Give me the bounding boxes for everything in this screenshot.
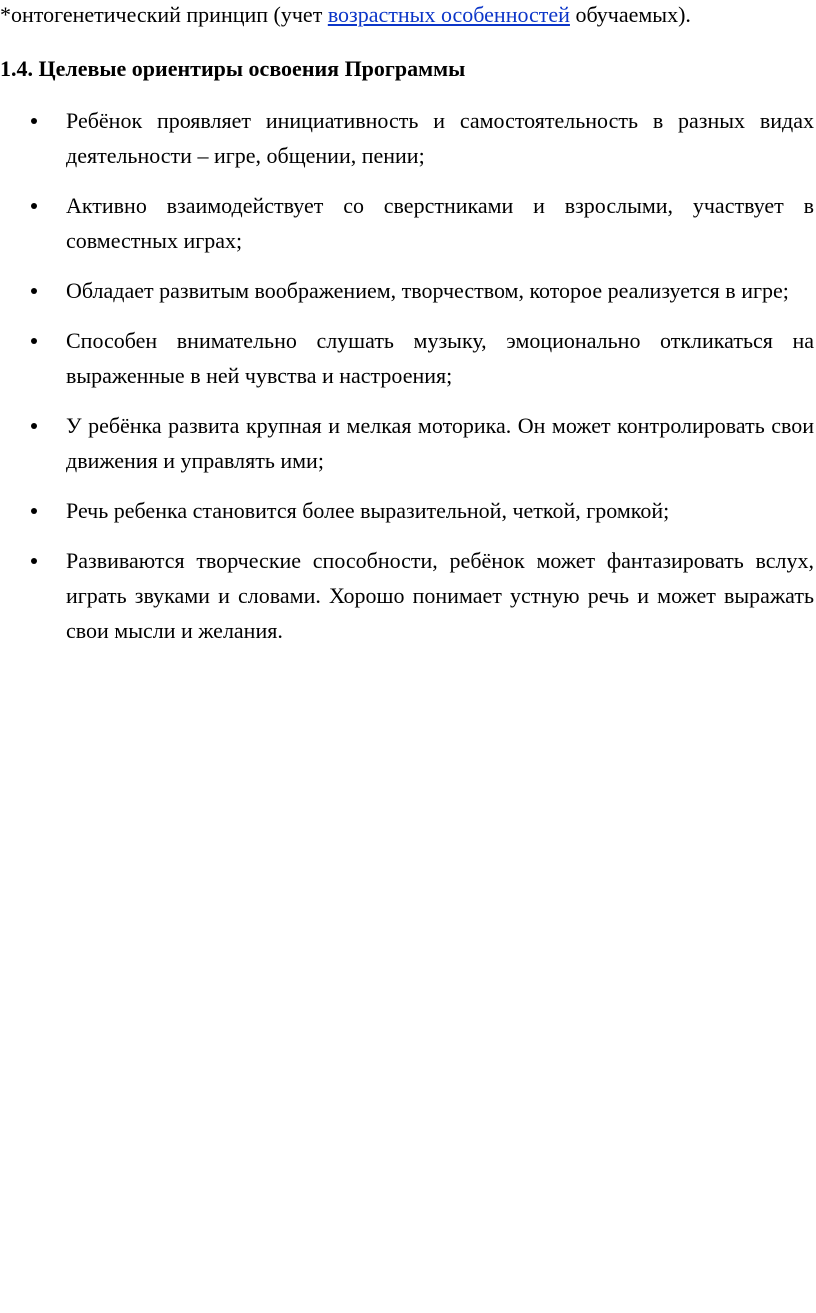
list-item: [0, 273, 816, 308]
list-item: [0, 408, 816, 478]
list-item: [0, 188, 816, 258]
list-item-text: Способен внимательно слушать музыку, эмоционально откликаться на выраженные в ней чувства и настроения;: [66, 328, 814, 388]
list-item-text: Активно взаимодействует со сверстниками и взрослыми, участвует в совместных играх;: [66, 193, 814, 253]
bullet-icon: [31, 423, 37, 429]
section-heading: 1.4. Целевые ориентиры освоения Программы: [0, 56, 466, 81]
goals-list: [0, 103, 816, 663]
bullet-icon: [31, 338, 37, 344]
list-item: [0, 323, 816, 393]
bullet-icon: [31, 508, 37, 514]
list-item-text: Ребёнок проявляет инициативность и самостоятельность в разных видах деятельности – игре, общении, пении;: [66, 108, 814, 168]
list-item: [0, 103, 816, 173]
bullet-icon: [31, 288, 37, 294]
intro-suffix: обучаемых).: [569, 2, 691, 27]
list-item: [0, 543, 816, 648]
list-item-text: Развиваются творческие способности, ребёнок может фантазировать вслух, играть звуками и словами. Хорошо понимает устную речь и может выражать свои мысли и желания.: [66, 548, 814, 643]
intro-paragraph: [0, 0, 816, 30]
bullet-icon: [31, 203, 37, 209]
bullet-icon: [31, 118, 37, 124]
list-item-text: У ребёнка развита крупная и мелкая моторика. Он может контролировать свои движения и управлять ими;: [66, 413, 814, 473]
list-item-text: Обладает развитым воображением, творчеством, которое реализуется в игре;: [66, 278, 789, 303]
list-item-text: Речь ребенка становится более выразительной, четкой, громкой;: [66, 498, 670, 523]
bullet-icon: [31, 558, 37, 564]
age-features-link[interactable]: возрастных особенностей: [327, 2, 570, 27]
list-item: [0, 493, 816, 528]
intro-prefix: *онтогенетический принцип (учет: [0, 2, 328, 27]
